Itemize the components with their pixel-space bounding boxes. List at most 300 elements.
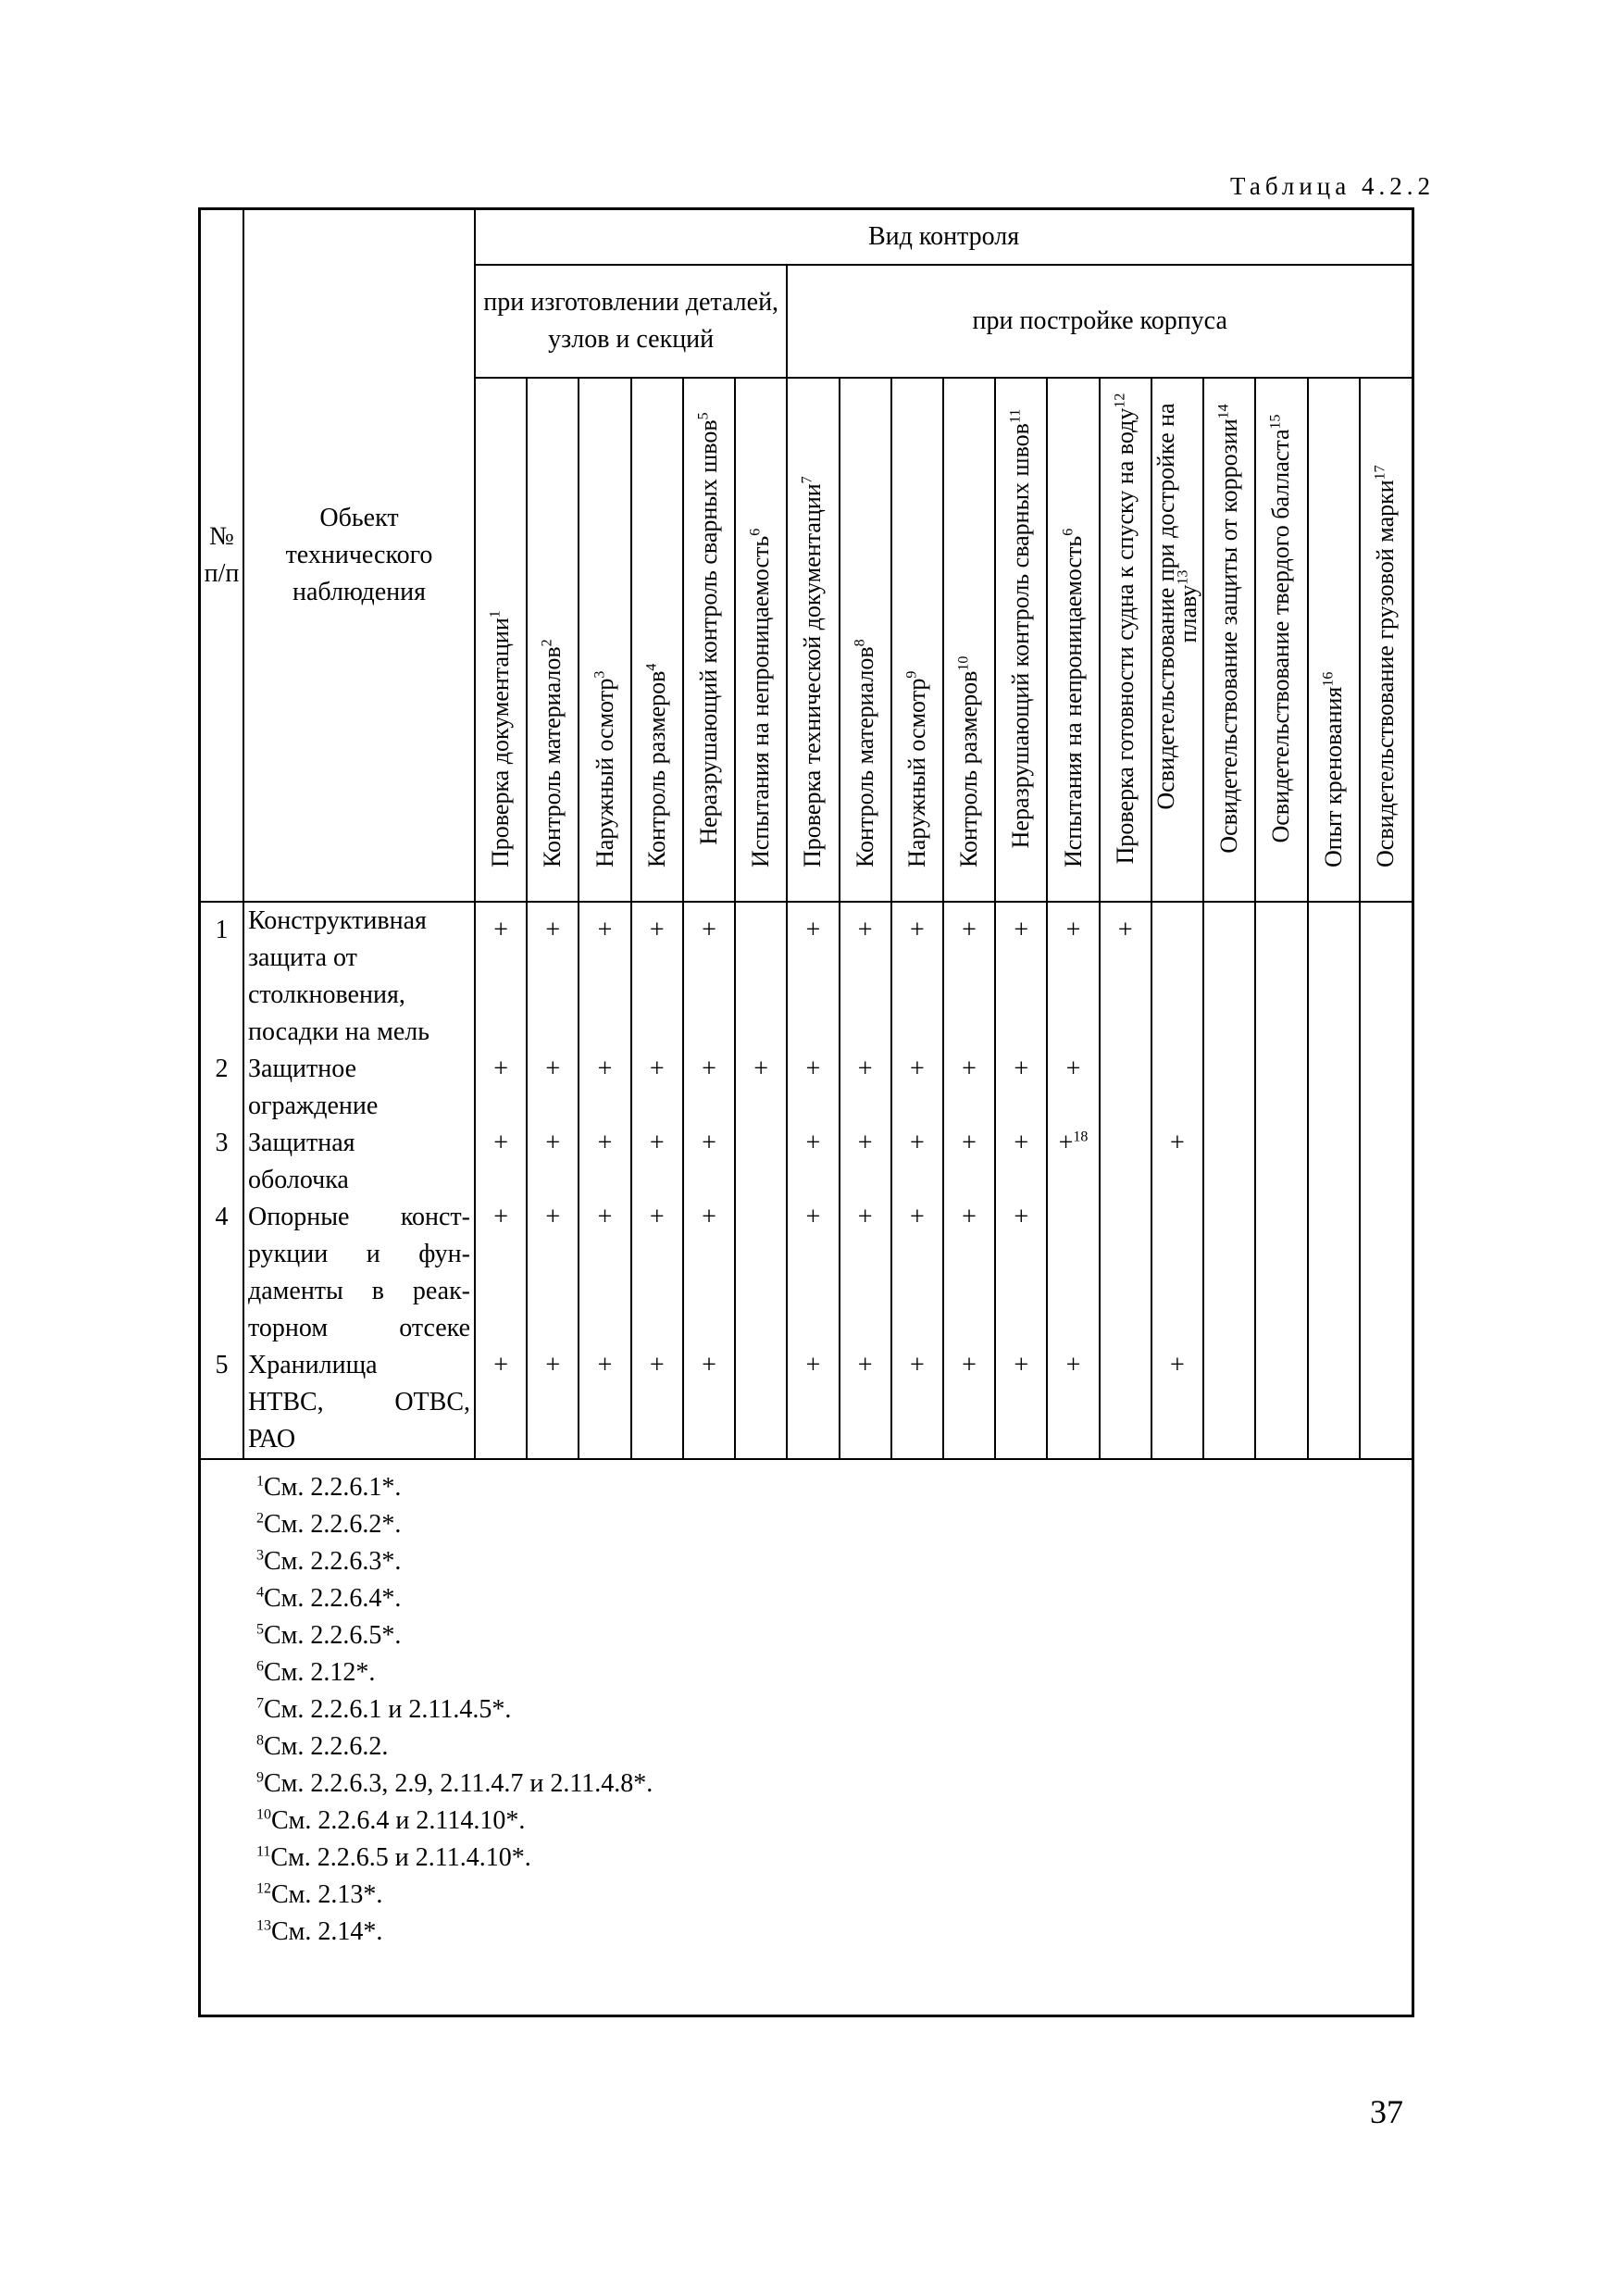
column-header-text — [1151, 366, 1201, 847]
mark-cell — [891, 1125, 943, 1199]
column-header-label: Испытания на непроницаемость — [1059, 535, 1087, 867]
inspection-table — [201, 210, 1412, 1960]
column-header-label: Испытания на непроницаемость — [747, 535, 775, 867]
column-header-label: Наружный осмотр — [591, 678, 618, 867]
mark-cell — [840, 1199, 891, 1347]
footnote-number: 9 — [256, 1769, 264, 1786]
row-object-line: НТВС, ОТВС, — [248, 1388, 470, 1416]
footnote-number: 13 — [256, 1917, 271, 1934]
mark-value: + — [857, 1351, 873, 1379]
mark-value: + — [545, 1129, 561, 1157]
column-header-label: Проверка технической документации — [799, 483, 827, 867]
mark-cell — [1360, 1125, 1412, 1199]
mark-value: + — [545, 1203, 561, 1231]
mark-cell — [1255, 1347, 1307, 1459]
mark-value: + — [962, 1129, 977, 1157]
column-header-label: Освидетельствование при достройке на плаву — [1151, 403, 1201, 810]
mark-cell — [631, 902, 683, 1051]
row-object-line: Конструктивная — [248, 906, 427, 935]
mark-cell — [1100, 1051, 1151, 1125]
mark-cell — [1151, 1199, 1203, 1347]
mark-cell — [683, 1125, 735, 1199]
row-object-line: рукции и фун- — [248, 1240, 470, 1268]
mark-value: + — [1117, 916, 1133, 944]
mark-cell — [891, 1347, 943, 1459]
mark-cell — [1360, 902, 1412, 1051]
mark-value: + — [805, 1203, 821, 1231]
mark-cell — [1360, 1347, 1412, 1459]
mark-cell — [1047, 1125, 1099, 1199]
mark-cell — [1203, 1199, 1255, 1347]
row-object-line: оболочка — [248, 1166, 349, 1194]
column-footnote-ref: 1 — [487, 610, 504, 618]
mark-value: + — [805, 916, 821, 944]
header-object-text: Обьект технического наблюдения — [285, 504, 433, 606]
mark-cell — [1100, 1347, 1151, 1459]
mark-cell — [631, 1199, 683, 1347]
mark-value: + — [545, 1054, 561, 1083]
mark-value: + — [805, 1129, 821, 1157]
mark-value: + — [649, 1054, 665, 1083]
column-footnote-ref: 2 — [539, 639, 555, 647]
column-header-text — [853, 639, 877, 867]
mark-cell — [475, 1125, 527, 1199]
mark-cell — [891, 1199, 943, 1347]
mark-cell — [1151, 1347, 1203, 1459]
row-object-line: защита от — [248, 943, 357, 972]
mark-cell — [787, 1125, 839, 1199]
column-header-3 — [579, 378, 630, 902]
footnote-text: См. 2.2.6.4*. — [264, 1584, 402, 1613]
mark-cell — [735, 1051, 787, 1125]
column-footnote-ref: 16 — [1319, 671, 1336, 687]
mark-cell — [579, 1199, 630, 1347]
mark-cell — [1203, 1347, 1255, 1459]
table-row — [201, 1051, 1412, 1125]
header-num-text: № п/п — [204, 522, 240, 588]
column-footnote-ref: 10 — [955, 655, 972, 671]
mark-value: + — [805, 1054, 821, 1083]
column-header-text — [642, 663, 670, 867]
mark-cell — [840, 1125, 891, 1199]
footnote-number: 8 — [256, 1732, 264, 1749]
mark-value: + — [1170, 1351, 1185, 1379]
mark-value: + — [805, 1351, 821, 1379]
mark-cell — [475, 1347, 527, 1459]
column-header-2 — [527, 378, 579, 902]
row-object-line: ограждение — [248, 1092, 379, 1120]
column-header-4 — [631, 378, 683, 902]
header-group-construction: при постройке корпуса — [787, 265, 1412, 378]
mark-cell — [1100, 902, 1151, 1051]
mark-value: + — [857, 916, 873, 944]
mark-value: + — [597, 1129, 613, 1157]
column-footnote-ref: 6 — [747, 528, 764, 536]
mark-value: + — [909, 1351, 925, 1379]
column-header-label: Контроль размеров — [642, 670, 670, 867]
mark-cell — [1255, 902, 1307, 1051]
column-header-text — [1111, 388, 1139, 869]
row-number: 2 — [201, 1051, 243, 1125]
mark-cell — [1308, 1051, 1360, 1125]
mark-cell — [787, 1199, 839, 1347]
column-footnote-ref: 14 — [1215, 404, 1232, 419]
mark-value: + — [1065, 1054, 1081, 1083]
footnote — [256, 1766, 1467, 1803]
table-caption: Таблица 4.2.2 — [1230, 172, 1435, 200]
column-header-label: Проверка готовности судна к спуску на воду — [1111, 407, 1139, 865]
mark-cell — [1047, 1347, 1099, 1459]
mark-cell — [735, 1199, 787, 1347]
mark-value: + — [493, 1129, 508, 1157]
mark-value: + — [493, 1054, 508, 1083]
mark-cell — [735, 902, 787, 1051]
mark-cell — [631, 1051, 683, 1125]
mark-value: + — [1065, 1351, 1081, 1379]
mark-cell — [943, 1051, 995, 1125]
column-header-text — [593, 671, 617, 867]
mark-cell — [1151, 1051, 1203, 1125]
table-row — [201, 1347, 1412, 1459]
row-object-line: посадки на мель — [248, 1017, 430, 1046]
mark-value: + — [962, 1351, 977, 1379]
footnote-number: 6 — [256, 1658, 264, 1675]
mark-cell — [943, 1125, 995, 1199]
mark-cell — [735, 1347, 787, 1459]
column-footnote-ref: 15 — [1267, 414, 1284, 430]
row-object-line: Защитное — [248, 1054, 356, 1083]
footnote — [256, 1914, 1467, 1951]
mark-cell — [995, 1125, 1047, 1199]
footnote-text: См. 2.2.6.2. — [264, 1732, 389, 1761]
mark-cell — [579, 1051, 630, 1125]
mark-value: + — [857, 1203, 873, 1231]
mark-value: + — [597, 916, 613, 944]
row-object-line: РАО — [248, 1425, 296, 1454]
mark-cell — [579, 902, 630, 1051]
mark-cell — [631, 1347, 683, 1459]
column-footnote-ref: 3 — [591, 670, 607, 679]
table-row — [201, 1125, 1412, 1199]
mark-cell — [735, 1125, 787, 1199]
table-frame — [198, 207, 1414, 2017]
mark-value: + — [545, 1351, 561, 1379]
row-object — [243, 1199, 475, 1347]
column-header-18 — [1360, 378, 1412, 902]
mark-value: + — [962, 1203, 977, 1231]
footnote — [256, 1728, 1467, 1766]
row-object-line: Хранилища — [248, 1351, 378, 1379]
mark-cell — [995, 902, 1047, 1051]
footnotes-list — [256, 1469, 1467, 1951]
column-header-label: Опыт кренования — [1319, 686, 1347, 867]
mark-value: + — [1014, 1351, 1029, 1379]
table-row — [201, 1199, 1412, 1347]
footnotes-cell — [201, 1459, 1412, 1960]
column-footnote-ref: 12 — [1112, 393, 1128, 408]
column-header-text — [694, 388, 722, 869]
footnote-number: 3 — [256, 1547, 264, 1564]
footnote — [256, 1580, 1467, 1617]
mark-cell — [579, 1347, 630, 1459]
column-header-text — [1374, 465, 1398, 867]
row-object-line: торном отсеке — [248, 1314, 470, 1342]
column-header-16 — [1255, 378, 1307, 902]
mark-value: + — [909, 1054, 925, 1083]
mark-cell — [995, 1051, 1047, 1125]
footnote-number: 7 — [256, 1695, 264, 1712]
column-header-text — [1215, 388, 1243, 869]
header-group-manufacture: при изготовлении деталей, узлов и секций — [475, 265, 787, 378]
mark-cell — [527, 1051, 579, 1125]
mark-cell — [1047, 1051, 1099, 1125]
column-header-12 — [1047, 378, 1099, 902]
footnote-number: 1 — [256, 1473, 264, 1490]
mark-cell — [1100, 1199, 1151, 1347]
column-header-label: Освидетельствование грузовой марки — [1372, 480, 1400, 867]
mark-cell — [475, 1199, 527, 1347]
column-header-7 — [787, 378, 839, 902]
footnote-text: См. 2.2.6.3, 2.9, 2.11.4.7 и 2.11.4.8*. — [264, 1769, 653, 1798]
mark-value: + — [962, 1054, 977, 1083]
footnote-text: См. 2.2.6.3*. — [264, 1547, 402, 1576]
column-header-label: Контроль материалов — [851, 646, 878, 867]
footnote-text: См. 2.12*. — [264, 1658, 376, 1687]
mark-cell — [995, 1347, 1047, 1459]
footnote — [256, 1840, 1467, 1877]
mark-value: + — [909, 1129, 925, 1157]
mark-value: + — [1014, 1203, 1029, 1231]
footnote-number: 11 — [256, 1843, 271, 1860]
mark-cell — [891, 902, 943, 1051]
mark-cell — [787, 902, 839, 1051]
row-object-line: даменты в реак- — [248, 1277, 470, 1305]
column-header-6 — [735, 378, 787, 902]
column-header-5 — [683, 378, 735, 902]
row-object-line: Опорные конст- — [248, 1203, 470, 1231]
column-header-label: Неразрушающий контроль сварных швов — [694, 419, 722, 845]
mark-value: + — [1014, 916, 1029, 944]
mark-cell — [683, 1051, 735, 1125]
mark-cell — [527, 1199, 579, 1347]
column-header-13 — [1100, 378, 1151, 902]
mark-value: + — [1014, 1054, 1029, 1083]
row-number: 4 — [201, 1199, 243, 1347]
column-header-10 — [943, 378, 995, 902]
mark-cell — [787, 1051, 839, 1125]
row-object — [243, 1347, 475, 1459]
column-footnote-ref: 4 — [643, 663, 660, 671]
mark-value: + — [1058, 1129, 1074, 1157]
mark-cell — [1255, 1125, 1307, 1199]
column-header-label: Контроль материалов — [539, 646, 566, 867]
footnote-text: См. 2.2.6.1 и 2.11.4.5*. — [264, 1695, 512, 1724]
footnote — [256, 1654, 1467, 1691]
mark-cell — [840, 1051, 891, 1125]
column-footnote-ref: 7 — [799, 476, 815, 484]
mark-cell — [1308, 1347, 1360, 1459]
mark-value: + — [857, 1054, 873, 1083]
footnote — [256, 1543, 1467, 1580]
mark-cell — [1047, 902, 1099, 1051]
mark-cell — [1100, 1125, 1151, 1199]
column-header-9 — [891, 378, 943, 902]
mark-value: + — [753, 1054, 769, 1083]
column-header-8 — [840, 378, 891, 902]
column-header-11 — [995, 378, 1047, 902]
column-header-text — [489, 610, 513, 867]
mark-value: + — [857, 1129, 873, 1157]
mark-cell — [1308, 1199, 1360, 1347]
page-number: 37 — [1370, 2093, 1403, 2130]
mark-cell — [1308, 1125, 1360, 1199]
mark-value: + — [702, 916, 716, 944]
mark-value: + — [909, 916, 925, 944]
column-footnote-ref: 5 — [695, 412, 712, 420]
footnote-number: 2 — [256, 1510, 264, 1527]
column-footnote-ref: 11 — [1007, 408, 1024, 424]
mark-value: + — [493, 1203, 508, 1231]
mark-value: + — [649, 1203, 665, 1231]
column-header-label: Проверка документации — [487, 618, 515, 867]
column-footnote-ref: 17 — [1372, 465, 1388, 480]
mark-cell — [1360, 1199, 1412, 1347]
mark-cell — [1151, 902, 1203, 1051]
mark-footnote-ref: 18 — [1073, 1129, 1089, 1145]
mark-cell — [943, 1199, 995, 1347]
mark-cell — [943, 902, 995, 1051]
mark-value: + — [597, 1351, 613, 1379]
mark-cell — [475, 902, 527, 1051]
mark-value: + — [1065, 916, 1081, 944]
mark-value: + — [702, 1054, 716, 1083]
mark-cell — [527, 1347, 579, 1459]
header-control-type: Вид контроля — [475, 210, 1412, 265]
mark-cell — [683, 902, 735, 1051]
column-header-text — [749, 529, 773, 867]
row-number: 1 — [201, 902, 243, 1051]
mark-cell — [1255, 1199, 1307, 1347]
row-object-line: Защитная — [248, 1129, 355, 1157]
column-header-text — [801, 476, 825, 867]
column-header-label: Неразрушающий контроль сварных швов — [1007, 423, 1035, 849]
footnote-number: 10 — [256, 1806, 271, 1823]
footnote-text: См. 2.2.6.2*. — [264, 1510, 402, 1539]
header-object — [243, 210, 475, 902]
footnote — [256, 1469, 1467, 1506]
column-header-1 — [475, 378, 527, 902]
mark-cell — [1203, 1051, 1255, 1125]
footnote — [256, 1803, 1467, 1840]
column-header-text — [957, 656, 981, 867]
mark-cell — [1255, 1051, 1307, 1125]
footnote-number: 12 — [256, 1880, 271, 1897]
row-object-line: столкновения, — [248, 980, 405, 1009]
mark-cell — [995, 1199, 1047, 1347]
footnote-text: См. 2.2.6.4 и 2.114.10*. — [271, 1806, 526, 1835]
table-row — [201, 902, 1412, 1051]
column-footnote-ref: 8 — [851, 639, 867, 647]
mark-cell — [840, 1347, 891, 1459]
mark-value: + — [597, 1054, 613, 1083]
mark-value: + — [493, 916, 508, 944]
column-header-text — [1059, 528, 1087, 867]
column-header-label: Освидетельствование защиты от коррозии — [1215, 418, 1243, 854]
mark-value: + — [702, 1203, 716, 1231]
footnote-number: 5 — [256, 1621, 264, 1638]
footnote-text: См. 2.2.6.5 и 2.11.4.10*. — [270, 1843, 531, 1872]
mark-cell — [475, 1051, 527, 1125]
column-header-label: Наружный осмотр — [902, 678, 930, 867]
footnote — [256, 1691, 1467, 1728]
footnote — [256, 1617, 1467, 1654]
footnote-text: См. 2.13*. — [271, 1880, 383, 1909]
mark-cell — [1203, 902, 1255, 1051]
row-object — [243, 1125, 475, 1199]
column-header-text — [1319, 671, 1347, 867]
mark-cell — [1047, 1199, 1099, 1347]
table-body — [201, 902, 1412, 1459]
mark-value: + — [702, 1351, 716, 1379]
mark-value: + — [1170, 1129, 1185, 1157]
mark-value: + — [649, 916, 665, 944]
mark-cell — [527, 902, 579, 1051]
mark-cell — [683, 1199, 735, 1347]
mark-cell — [631, 1125, 683, 1199]
column-footnote-ref: 13 — [1175, 569, 1191, 585]
mark-cell — [943, 1347, 995, 1459]
mark-cell — [579, 1125, 630, 1199]
mark-value: + — [1014, 1129, 1029, 1157]
footnote-number: 4 — [256, 1584, 264, 1601]
mark-cell — [840, 902, 891, 1051]
row-object — [243, 902, 475, 1051]
mark-cell — [527, 1125, 579, 1199]
mark-value: + — [649, 1129, 665, 1157]
mark-value: + — [649, 1351, 665, 1379]
mark-cell — [1151, 1125, 1203, 1199]
column-header-14 — [1151, 378, 1203, 902]
row-object — [243, 1051, 475, 1125]
mark-value: + — [545, 916, 561, 944]
mark-value: + — [909, 1203, 925, 1231]
column-header-17 — [1308, 378, 1360, 902]
footnote-text: См. 2.14*. — [271, 1917, 383, 1946]
footnote-text: См. 2.2.6.5*. — [264, 1621, 402, 1650]
mark-cell — [1308, 902, 1360, 1051]
column-footnote-ref: 9 — [903, 670, 920, 679]
footnote — [256, 1877, 1467, 1914]
column-footnote-ref: 6 — [1059, 528, 1076, 536]
column-header-label: Освидетельствование твердого балласта — [1267, 429, 1295, 843]
header-num — [201, 210, 243, 902]
column-header-text — [902, 670, 930, 867]
mark-cell — [1360, 1051, 1412, 1125]
mark-value: + — [702, 1129, 716, 1157]
column-header-text — [541, 639, 565, 867]
footnote — [256, 1506, 1467, 1543]
column-header-label: Контроль размеров — [955, 670, 983, 867]
column-header-15 — [1203, 378, 1255, 902]
row-number: 3 — [201, 1125, 243, 1199]
mark-cell — [683, 1347, 735, 1459]
row-number: 5 — [201, 1347, 243, 1459]
mark-cell — [891, 1051, 943, 1125]
column-header-text — [1267, 388, 1295, 869]
footnote-text: См. 2.2.6.1*. — [264, 1473, 402, 1502]
mark-cell — [1203, 1125, 1255, 1199]
column-header-text — [1007, 388, 1035, 869]
